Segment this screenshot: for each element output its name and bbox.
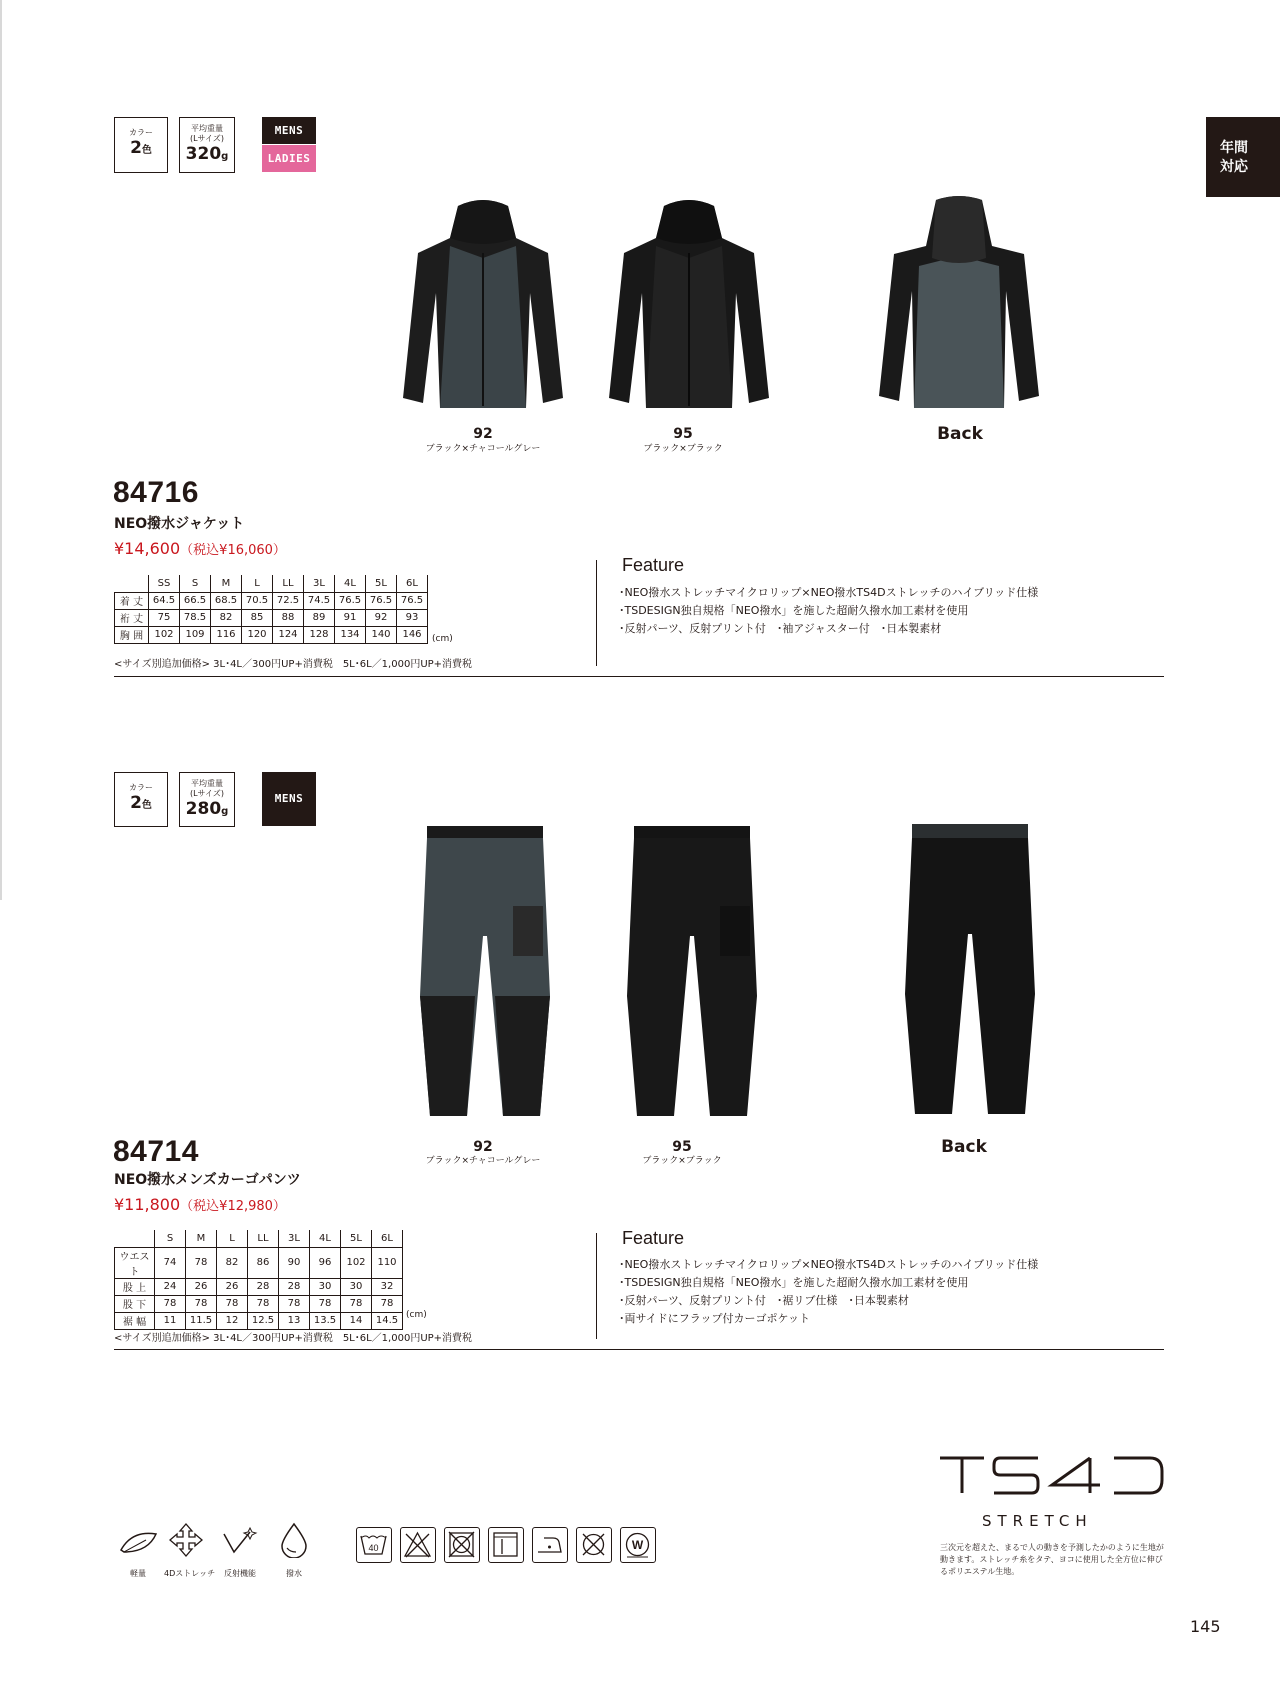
table-row: ウエスト 74 78 82 86 90 96 102 110	[115, 1247, 403, 1278]
water-drop-icon: 撥水	[272, 1522, 316, 1579]
pants-95-front-image	[622, 826, 762, 1121]
stretch-wordmark: STRETCH	[982, 1512, 1093, 1530]
product-price: ¥14,600（税込¥16,060）	[114, 539, 286, 558]
extra-price-note: <サイズ別追加価格> 3L･4L／300円UP+消費税 5L･6L／1,000円UP+消費税	[114, 1333, 473, 1344]
column-divider	[596, 560, 597, 666]
svg-text:W: W	[631, 1538, 644, 1552]
list-item: ･反射パーツ、反射プリント付 ･袖アジャスター付 ･日本製素材	[619, 622, 942, 635]
product-number: 84716	[113, 476, 199, 509]
wet-clean-icon	[620, 1527, 656, 1563]
ts4d-logo	[938, 1455, 1166, 1499]
table-row: 股 下 78 78 78 78 78 78 78 78	[115, 1295, 403, 1312]
mens-badge: MENS	[262, 772, 316, 826]
list-item: ･TSDESIGN独自規格「NEO撥水」を施した超耐久撥水加工素材を使用	[619, 1276, 969, 1289]
product-name: NEO撥水ジャケット	[114, 516, 245, 532]
variant-name: ブラック×ブラック	[643, 444, 723, 454]
variant-name: ブラック×チャコールグレー	[425, 444, 541, 454]
pants-back-image	[900, 824, 1040, 1119]
variant-code: 95	[672, 1139, 692, 1155]
list-item: ･NEO撥水ストレッチマイクロリップ×NEO撥水TS4Dストレッチのハイブリッド仕様	[619, 1258, 1039, 1271]
jacket-back-image	[874, 196, 1044, 416]
no-tumble-dry-icon	[444, 1527, 480, 1563]
product-price: ¥11,800（税込¥12,980）	[114, 1195, 286, 1214]
variant-name: ブラック×ブラック	[642, 1156, 722, 1166]
product-name: NEO撥水メンズカーゴパンツ	[114, 1172, 301, 1188]
back-label: Back	[941, 1137, 987, 1157]
list-item: ･NEO撥水ストレッチマイクロリップ×NEO撥水TS4Dストレッチのハイブリッド仕様	[619, 586, 1039, 599]
feather-icon: 軽量	[116, 1528, 160, 1579]
variant-name: ブラック×チャコールグレー	[425, 1156, 541, 1166]
color-count-box: カラー 2色	[114, 772, 168, 827]
svg-text:40: 40	[368, 1543, 379, 1553]
ts4d-description: 三次元を超えた、まるで人の動きを予測したかのように生地が動きます。ストレッチ糸をタテ、ヨコに使用した全方位に伸びるポリエステル生地。	[940, 1543, 1164, 1576]
table-row: 胸 囲 102 109 116 120 124 128 134 140 146	[115, 626, 428, 643]
weight-box: 平均重量 (Lサイズ) 280g	[179, 772, 235, 827]
column-divider	[596, 1233, 597, 1339]
line-dry-icon	[488, 1527, 524, 1563]
season-tab: 年間 対応	[1206, 117, 1280, 197]
iron-low-icon	[532, 1527, 568, 1563]
section-divider	[114, 1349, 1164, 1350]
no-dry-clean-icon	[576, 1527, 612, 1563]
extra-price-note: <サイズ別追加価格> 3L･4L／300円UP+消費税 5L･6L／1,000円UP+消費税	[114, 659, 473, 670]
list-item: ･反射パーツ、反射プリント付 ･裾リブ仕様 ･日本製素材	[619, 1294, 909, 1307]
table-row: 着 丈 64.5 66.5 68.5 70.5 72.5 74.5 76.5 76.5 76.5	[115, 592, 428, 609]
size-table: S M L LL 3L 4L 5L 6L ウエスト 74 78 82 86 90 96 102 110 股 上 24 26 26 28 28 30 30 32 股 下 78 78 78 78 78 78 78 78 裾 幅 11 11.5 12 12.5 13 13.5 14 14.5	[114, 1230, 403, 1330]
table-row: 裄 丈 75 78.5 82 85 88 89 91 92 93	[115, 609, 428, 626]
jacket-95-front-image	[604, 198, 774, 418]
variant-code: 92	[473, 1139, 493, 1155]
jacket-92-front-image	[398, 198, 568, 418]
feature-list	[619, 584, 1038, 638]
page-number: 145	[1190, 1617, 1221, 1636]
feature-list	[619, 1256, 1038, 1328]
page-edge-line	[0, 0, 2, 900]
pants-92-front-image	[415, 826, 555, 1121]
section-divider	[114, 676, 1164, 677]
product-number: 84714	[113, 1135, 199, 1168]
wash-40-icon	[356, 1527, 392, 1563]
color-count-box: カラー 2色	[114, 117, 168, 173]
feature-title: Feature	[622, 555, 685, 575]
no-bleach-icon	[400, 1527, 436, 1563]
table-row: 股 上 24 26 26 28 28 30 30 32	[115, 1278, 403, 1295]
variant-code: 92	[473, 426, 493, 442]
size-table: SS S M L LL 3L 4L 5L 6L 着 丈 64.5 66.5 68.5 70.5 72.5 74.5 76.5 76.5 76.5 裄 丈 75 78.5 82 85 88 89 91 92 93 胸 囲 102 109 116 120 124 128 134 140 146	[114, 575, 428, 644]
four-way-arrows-icon: 4Dストレッチ	[164, 1522, 208, 1579]
list-item: ･TSDESIGN独自規格「NEO撥水」を施した超耐久撥水加工素材を使用	[619, 604, 969, 617]
list-item: ･両サイドにフラップ付カーゴポケット	[619, 1312, 810, 1325]
unit-note: (cm)	[432, 634, 453, 644]
weight-box: 平均重量 (Lサイズ) 320g	[179, 117, 235, 173]
unit-note: (cm)	[406, 1310, 427, 1320]
back-label: Back	[937, 424, 983, 444]
table-row: 裾 幅 11 11.5 12 12.5 13 13.5 14 14.5	[115, 1312, 403, 1329]
reflective-icon: 反射機能	[218, 1526, 262, 1579]
mens-badge: MENS	[262, 117, 316, 144]
ladies-badge: LADIES	[262, 145, 316, 172]
feature-title: Feature	[622, 1228, 685, 1248]
variant-code: 95	[673, 426, 693, 442]
